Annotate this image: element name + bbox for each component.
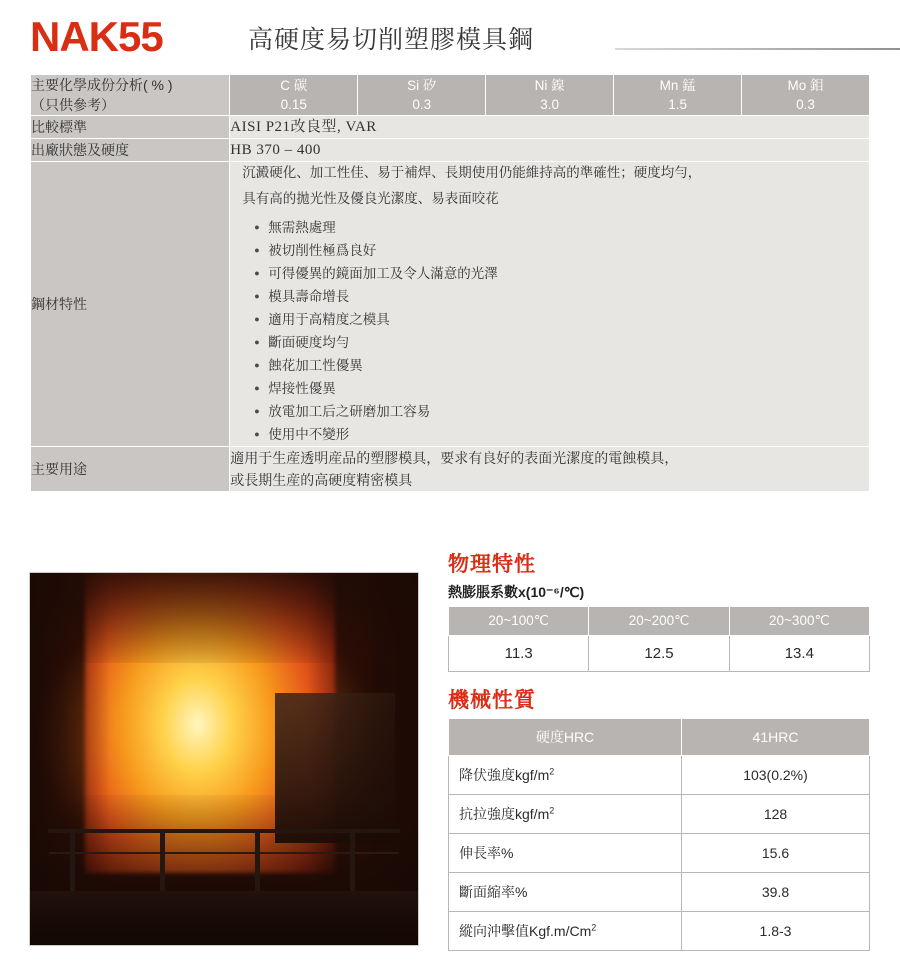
list-item: ● 被切削性極爲良好 bbox=[268, 239, 869, 262]
table-header-row bbox=[449, 607, 870, 636]
photo-vignette-bottom bbox=[30, 795, 418, 945]
mech-key-2 bbox=[449, 834, 682, 873]
standard-label: 比較標準 bbox=[31, 116, 230, 139]
chem-value-ni: 3.0 bbox=[540, 97, 560, 112]
physical-header-2: 20~300℃ bbox=[729, 607, 869, 636]
title-divider bbox=[615, 48, 900, 50]
mech-key-4 bbox=[449, 912, 682, 951]
physical-value-1: 12.5 bbox=[589, 636, 729, 672]
mech-key-sup-1: 2 bbox=[549, 805, 555, 816]
photo-rail-post bbox=[255, 829, 260, 891]
table-row bbox=[449, 795, 870, 834]
brand-name: NAK55 bbox=[30, 13, 163, 60]
mechanical-properties-title: 機械性質 bbox=[448, 689, 536, 712]
usage-label: 主要用途 bbox=[31, 447, 230, 492]
chem-name-mo: Mo 鉬 bbox=[787, 78, 824, 93]
list-item: ● 適用于高精度之模具 bbox=[268, 308, 869, 331]
physical-properties-title: 物理特性 bbox=[448, 553, 536, 576]
furnace-flame-photo bbox=[30, 573, 418, 945]
mech-key-sup-0: 2 bbox=[549, 766, 555, 777]
list-item: ● 無需熱處理 bbox=[268, 216, 869, 239]
table-row bbox=[449, 756, 870, 795]
chem-cell-si bbox=[358, 75, 486, 116]
photo-rail-post bbox=[350, 829, 355, 891]
features-cell bbox=[230, 162, 870, 447]
physical-header-0: 20~100℃ bbox=[449, 607, 589, 636]
mechanical-properties-table bbox=[448, 718, 870, 951]
mech-key-1 bbox=[449, 795, 682, 834]
chem-cell-mo bbox=[742, 75, 870, 116]
mech-value-4: 1.8-3 bbox=[682, 912, 870, 951]
mech-value-0: 103(0.2%) bbox=[682, 756, 870, 795]
table-row-standard bbox=[31, 116, 870, 139]
list-item: ● 使用中不變形 bbox=[268, 423, 869, 446]
delivery-value: HB 370 – 400 bbox=[230, 139, 870, 162]
mech-key-sup-4: 2 bbox=[591, 922, 597, 933]
specification-table bbox=[30, 74, 870, 492]
chem-value-mo: 0.3 bbox=[796, 97, 815, 112]
page-title bbox=[30, 14, 890, 62]
chem-cell-ni bbox=[486, 75, 614, 116]
chem-name-si: Si 矽 bbox=[407, 78, 437, 93]
chem-value-si: 0.3 bbox=[412, 97, 432, 112]
list-item: ● 焊接性優異 bbox=[268, 377, 869, 400]
photo-railing bbox=[48, 829, 400, 833]
chem-cell-mn bbox=[614, 75, 742, 116]
chemistry-label-line2: （只供參考） bbox=[31, 97, 115, 113]
list-item: ● 蝕花加工性優異 bbox=[268, 354, 869, 377]
table-row-delivery bbox=[31, 139, 870, 162]
chem-name-ni: Ni 鎳 bbox=[534, 78, 565, 93]
table-header-row bbox=[449, 719, 870, 756]
features-list bbox=[230, 216, 869, 446]
usage-line1: 適用于生産透明産品的塑膠模具，要求有良好的表面光潔度的電蝕模具， bbox=[230, 450, 679, 466]
list-item: ● 放電加工后之研磨加工容易 bbox=[268, 400, 869, 423]
mech-key-text-0: 降伏強度kgf/m bbox=[459, 767, 550, 783]
mech-value-1: 128 bbox=[682, 795, 870, 834]
physical-header-1: 20~200℃ bbox=[589, 607, 729, 636]
features-label: 鋼材特性 bbox=[31, 162, 230, 447]
physical-value-2: 13.4 bbox=[729, 636, 869, 672]
list-item: ● 可得優異的鏡面加工及令人滿意的光澤 bbox=[268, 262, 869, 285]
features-intro-line1: 沉澱硬化、加工性佳、易于補焊、長期使用仍能維持高的準確性；硬度均勻， bbox=[242, 165, 702, 180]
table-row bbox=[449, 834, 870, 873]
chem-name-c: C 碳 bbox=[280, 78, 308, 93]
chem-cell-c bbox=[230, 75, 358, 116]
chem-value-c: 0.15 bbox=[280, 97, 307, 112]
physical-value-0: 11.3 bbox=[449, 636, 589, 672]
mech-header-key: 硬度HRC bbox=[449, 719, 682, 756]
table-row-features bbox=[31, 162, 870, 447]
table-row bbox=[449, 912, 870, 951]
brand-subtitle: 高硬度易切削塑膠模具鋼 bbox=[248, 26, 535, 54]
mech-key-text-3: 斷面縮率% bbox=[459, 884, 528, 900]
mech-value-3: 39.8 bbox=[682, 873, 870, 912]
photo-rail-post bbox=[160, 829, 165, 891]
mech-key-0 bbox=[449, 756, 682, 795]
mech-value-2: 15.6 bbox=[682, 834, 870, 873]
features-intro-line2: 具有高的拋光性及優良光潔度、易表面咬花 bbox=[242, 191, 499, 206]
table-row-chemistry bbox=[31, 75, 870, 116]
table-row bbox=[449, 636, 870, 672]
mech-key-3 bbox=[449, 873, 682, 912]
delivery-label: 出廠狀態及硬度 bbox=[31, 139, 230, 162]
mech-key-text-1: 抗拉強度kgf/m bbox=[459, 806, 550, 822]
standard-value: AISI P21改良型, VAR bbox=[230, 116, 870, 139]
usage-cell bbox=[230, 447, 870, 492]
chem-value-mn: 1.5 bbox=[668, 97, 687, 112]
mech-key-text-4: 縱向沖擊值Kgf.m/Cm bbox=[459, 923, 592, 939]
mech-header-value: 41HRC bbox=[682, 719, 870, 756]
photo-rail-post bbox=[70, 829, 75, 891]
chem-name-mn: Mn 錳 bbox=[659, 78, 696, 93]
mech-key-text-2: 伸長率% bbox=[459, 845, 514, 861]
list-item: ● 斷面硬度均勻 bbox=[268, 331, 869, 354]
table-row bbox=[449, 873, 870, 912]
usage-line2: 或長期生産的高硬度精密模具 bbox=[230, 472, 413, 488]
chemistry-label-line1: 主要化學成份分析( % ) bbox=[31, 77, 173, 93]
chemistry-label bbox=[31, 75, 230, 116]
physical-properties-subtitle: 熱膨脹系數x(10⁻⁶/℃) bbox=[448, 584, 585, 600]
physical-properties-table bbox=[448, 606, 870, 672]
list-item: ● 模具壽命增長 bbox=[268, 285, 869, 308]
table-row-usage bbox=[31, 447, 870, 492]
